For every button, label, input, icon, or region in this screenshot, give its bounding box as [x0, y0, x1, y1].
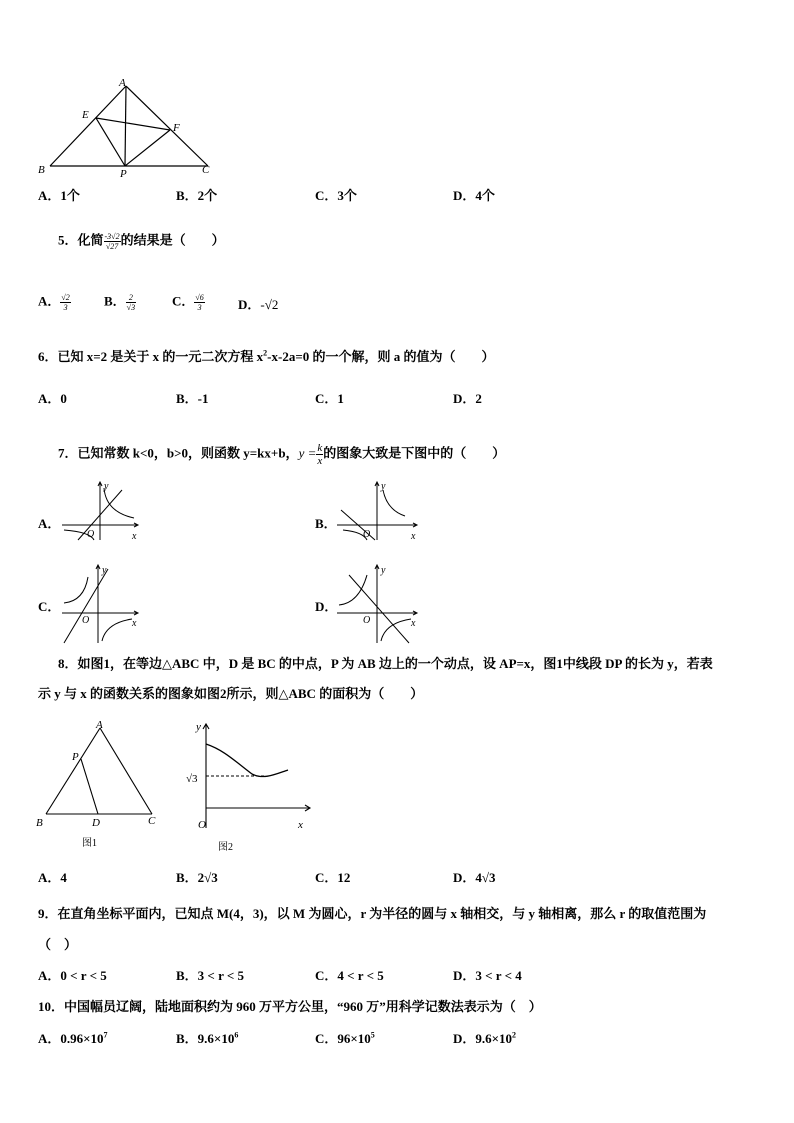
q7-option-d[interactable]: D． — [315, 599, 338, 614]
svg-text:x: x — [411, 618, 416, 629]
q8-figure-2 — [184, 716, 314, 856]
q8-question-line1: 8．如图1，在等边△ABC 中，D 是 BC 的中点，P 为 AB 边上的一个动点，设 AP=x，图1中线段 DP 的长为 y，若表 — [58, 656, 713, 671]
q10-question: 10．中国幅员辽阔，陆地面积约为 960 万平方公里，“960 万”用科学记数法表示为（ ） — [38, 999, 542, 1014]
q5-suffix: 的结果是（ ） — [120, 232, 225, 248]
svg-text:O: O — [363, 529, 371, 540]
q8-option-d[interactable]: D．4√3 — [453, 870, 496, 885]
svg-text:P: P — [72, 751, 79, 763]
svg-text:O: O — [363, 615, 371, 626]
q8-option-b[interactable]: B．2√3 — [176, 870, 218, 885]
q10-option-b[interactable]: B．$9.6\times 10^6$ — [176, 1030, 239, 1046]
q5-fraction: $\frac{-3√2}{√27}$ — [104, 232, 120, 251]
q10-option-a[interactable]: A．$0.96\times 10^7$ — [38, 1030, 108, 1046]
svg-text:C: C — [148, 815, 156, 827]
q9-option-a[interactable]: A．0 < r < 5 — [38, 968, 107, 983]
q7-graph-d[interactable] — [335, 563, 421, 645]
q6-option-a[interactable]: A．0 — [38, 391, 67, 406]
q5-prefix: 5．化简 — [58, 232, 104, 248]
q7-option-b[interactable]: B． — [315, 516, 337, 531]
q6-option-d[interactable]: D．2 — [453, 391, 482, 406]
svg-text:O: O — [82, 615, 90, 626]
q7-graph-c[interactable] — [60, 563, 142, 645]
q10-option-d[interactable]: D．$9.6\times 10^2$ — [453, 1030, 517, 1046]
q5-option-b-fraction: $\frac{2}{√3}$ — [126, 293, 136, 312]
label-F: F — [173, 122, 180, 134]
q5-option-a-fraction: $\frac{√2}{3}$ — [61, 293, 70, 312]
q5-option-b[interactable]: B． $\frac{2}{√3}$ — [104, 293, 136, 312]
q6-option-c[interactable]: C．1 — [315, 391, 344, 406]
q6-question: 6．已知 x=2 是关于 x 的一元二次方程 $x^2-x-2a=0$ 的一个解，则 a 的值为（ ） — [38, 348, 495, 364]
q7-fraction: $\frac{k}{x}$ — [317, 442, 323, 467]
label-E: E — [82, 109, 89, 121]
svg-text:B: B — [36, 817, 43, 829]
q4-triangle-figure — [34, 76, 224, 180]
q7-question: 7．已知常数 k<0，b>0，则函数 y=kx+b，y = $\frac{k}{x}$ 的图象大致是下图中的（ ） — [58, 442, 506, 467]
q10-option-c[interactable]: C．$96\times 10^5$ — [315, 1030, 375, 1046]
label-B: B — [38, 164, 45, 176]
q7-option-a[interactable]: A． — [38, 516, 61, 531]
q6-option-b[interactable]: B．-1 — [176, 391, 209, 406]
svg-text:x: x — [132, 531, 137, 542]
svg-text:A: A — [96, 719, 103, 731]
svg-text:√3: √3 — [186, 773, 198, 785]
svg-text:O: O — [198, 819, 206, 831]
q4-option-b[interactable]: B．2个 — [176, 188, 218, 203]
q5-option-a[interactable]: A． $\frac{√2}{3}$ — [38, 293, 70, 312]
svg-text:y: y — [196, 721, 201, 733]
fig1-caption: 图1 — [82, 838, 97, 849]
svg-text:O: O — [87, 529, 95, 540]
q9-question-line1: 9．在直角坐标平面内，已知点 M(4，3)，以 M 为圆心，r 为半径的圆与 x 轴相交，与 y 轴相离，那么 r 的取值范围为 — [38, 906, 707, 921]
svg-text:x: x — [132, 618, 137, 629]
svg-text:y: y — [381, 565, 386, 576]
label-C: C — [202, 164, 210, 176]
q8-option-c[interactable]: C．12 — [315, 870, 351, 885]
q9-option-b[interactable]: B．3 < r < 5 — [176, 968, 245, 983]
q5-option-c-fraction: $\frac{√6}{3}$ — [195, 293, 204, 312]
q8-option-a[interactable]: A．4 — [38, 870, 67, 885]
label-A: A — [119, 77, 126, 89]
q4-option-a[interactable]: A．1个 — [38, 188, 80, 203]
q5-option-d[interactable]: D．-√2 — [238, 297, 279, 312]
q4-option-c[interactable]: C．3个 — [315, 188, 357, 203]
q5-question — [58, 232, 225, 251]
svg-text:y: y — [104, 481, 109, 492]
q9-question-line2: （ ） — [38, 937, 78, 952]
q9-option-d[interactable]: D．3 < r < 4 — [453, 968, 522, 983]
q8-question-line2: 示 y 与 x 的函数关系的图象如图2所示，则△ABC 的面积为（ ） — [38, 686, 424, 701]
svg-text:x: x — [411, 531, 416, 542]
q7-graph-b[interactable] — [335, 480, 421, 542]
q8-figure-1 — [34, 716, 164, 852]
q4-option-d[interactable]: D．4个 — [453, 188, 495, 203]
svg-text:y: y — [381, 481, 386, 492]
fig2-caption: 图2 — [218, 842, 233, 853]
q7-option-c[interactable]: C． — [38, 599, 61, 614]
svg-text:D: D — [92, 817, 100, 829]
svg-text:x: x — [298, 819, 303, 831]
q9-option-c[interactable]: C．4 < r < 5 — [315, 968, 384, 983]
label-P: P — [120, 168, 127, 180]
q5-option-c[interactable]: C． $\frac{√6}{3}$ — [172, 293, 204, 312]
svg-text:y: y — [102, 565, 107, 576]
q7-graph-a[interactable] — [60, 480, 142, 542]
